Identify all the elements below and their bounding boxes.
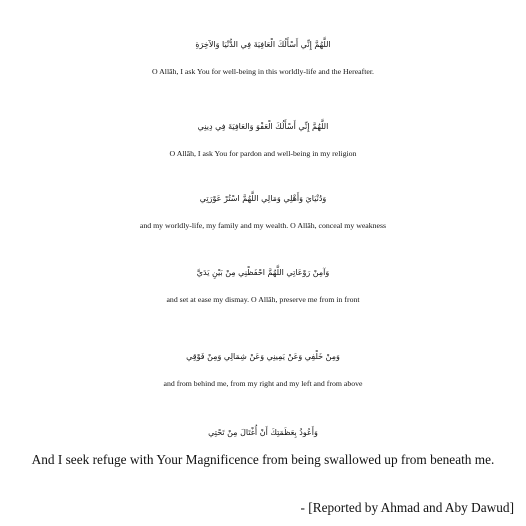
english-line-2: O Allāh, I ask You for pardon and well-being in my religion [169,149,357,158]
english-line-5: and from behind me, from my right and my left and from above [163,379,363,388]
line-6 [0,414,526,468]
line-2 [0,108,526,162]
english-line-1: O Allāh, I ask You for well-being in this worldly-life and the Hereafter. [152,67,374,76]
arabic-line-6: وَأَعُوذُ بِعَظَمَتِكَ أَنْ أُغْتَالَ مِنْ تَحْتِي [208,428,318,437]
english-line-3: and my worldly-life, my family and my wealth. O Allāh, conceal my weakness [139,221,387,230]
arabic-line-5: وَمِنْ خَلْفِي وَعَنْ يَمِينِي وَعَنْ شِمَالِي وَمِنْ فَوْقِي [186,352,340,361]
arabic-line-1: اللَّهُمَّ إِنِّي أَسْأَلُكَ الْعَافِيَةَ فِي الدُّنْيَا وَالآخِرَةِ [195,40,331,49]
arabic-line-4: وَآمِنْ رَوْعَاتِي اللَّهُمَّ احْفَظْنِي مِنْ بَيْنِ يَدَيَّ [196,268,330,277]
english-line-6: And I seek refuge with Your Magnificence from being swallowed up from beneath me. [31,452,495,467]
arabic-line-3: وَدُنْيَايَ وَأَهْلِي وَمَالِي اللَّهُمَّ اسْتُرْ عَوْرَتِي [199,194,327,203]
arabic-line-2: اللَّهُمَّ إِنِّي أَسْأَلُكَ الْعَفْوَ وَالعَافِيَةَ فِي دِينِي [197,122,329,131]
line-5 [0,338,526,392]
line-4 [0,254,526,308]
line-3 [0,180,526,234]
hadith-reference: - [Reported by Ahmad and Aby Dawud] [300,500,514,515]
english-line-4: and set at ease my dismay. O Allāh, preserve me from in front [166,295,360,304]
line-1 [0,26,526,80]
